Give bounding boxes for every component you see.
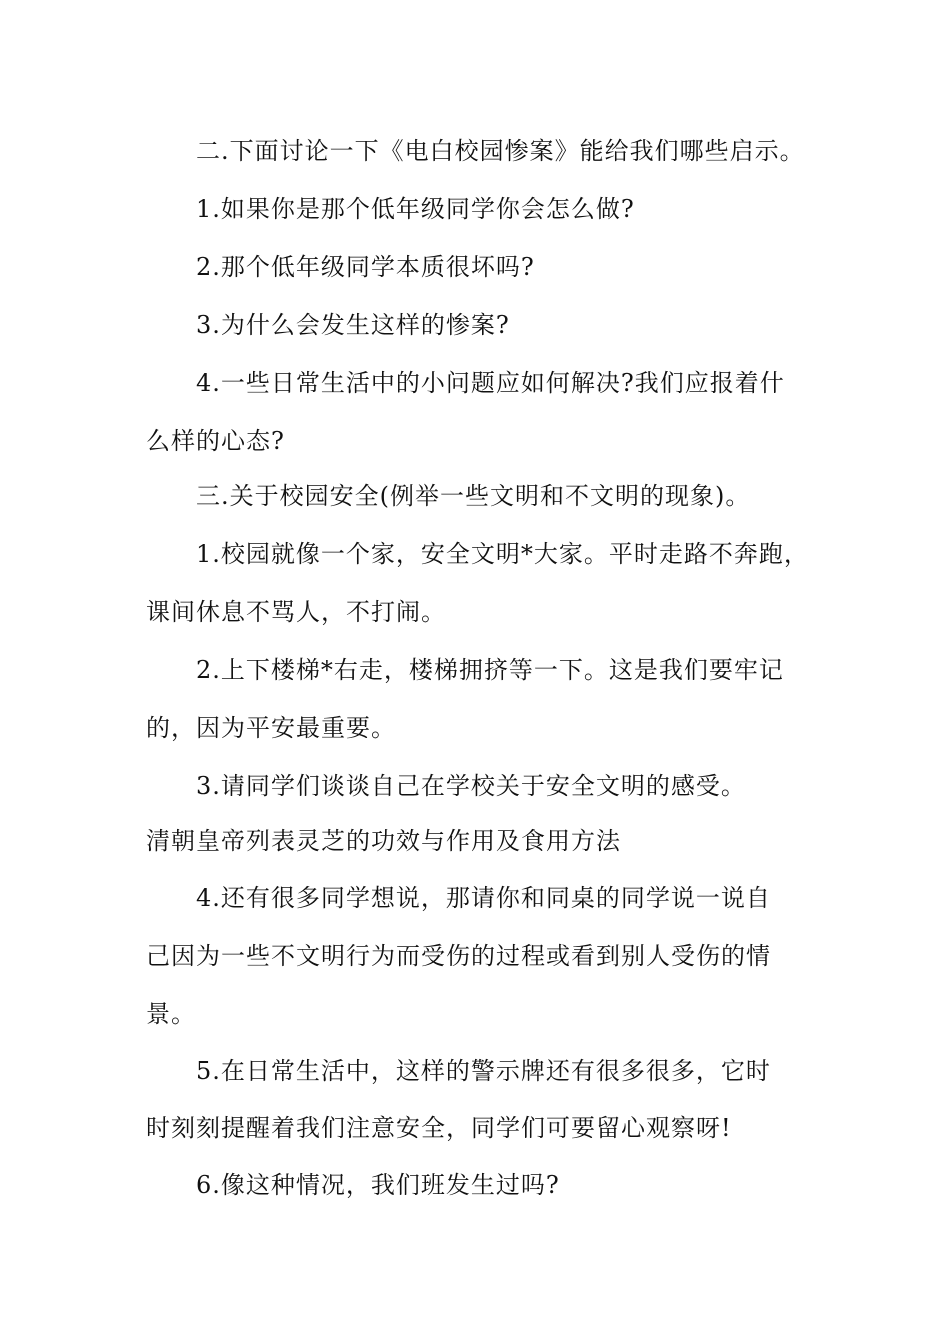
item-3: 3.请同学们谈谈自己在学校关于安全文明的感受。: [196, 772, 746, 800]
item-5-line-1: 5.在日常生活中，这样的警示牌还有很多很多，它时: [196, 1057, 771, 1085]
item-6: 6.像这种情况，我们班发生过吗?: [196, 1171, 560, 1199]
item-2-line-2: 的，因为平安最重要。: [146, 714, 396, 742]
question-1: 1.如果你是那个低年级同学你会怎么做?: [196, 195, 635, 223]
inserted-link-text: 清朝皇帝列表灵芝的功效与作用及食用方法: [146, 827, 621, 855]
item-5-line-2: 时刻刻提醒着我们注意安全，同学们可要留心观察呀!: [146, 1114, 732, 1142]
item-1-line-2: 课间休息不骂人，不打闹。: [146, 598, 446, 626]
question-3: 3.为什么会发生这样的惨案?: [196, 311, 510, 339]
question-4-line-2: 么样的心态?: [146, 427, 285, 455]
item-4-line-1: 4.还有很多同学想说，那请你和同桌的同学说一说自: [196, 884, 771, 912]
heading-section-three: 三.关于校园安全(例举一些文明和不文明的现象)。: [196, 482, 751, 510]
question-2: 2.那个低年级同学本质很坏吗?: [196, 253, 535, 281]
heading-section-two: 二.下面讨论一下《电白校园惨案》能给我们哪些启示。: [196, 137, 805, 165]
question-4-line-1: 4.一些日常生活中的小问题应如何解决?我们应报着什: [196, 369, 785, 397]
item-1-line-1: 1.校园就像一个家，安全文明*大家。平时走路不奔跑，: [196, 540, 809, 568]
item-4-line-2: 己因为一些不文明行为而受伤的过程或看到别人受伤的情: [146, 942, 771, 970]
item-4-line-3: 景。: [146, 1000, 196, 1028]
item-2-line-1: 2.上下楼梯*右走，楼梯拥挤等一下。这是我们要牢记: [196, 656, 784, 684]
